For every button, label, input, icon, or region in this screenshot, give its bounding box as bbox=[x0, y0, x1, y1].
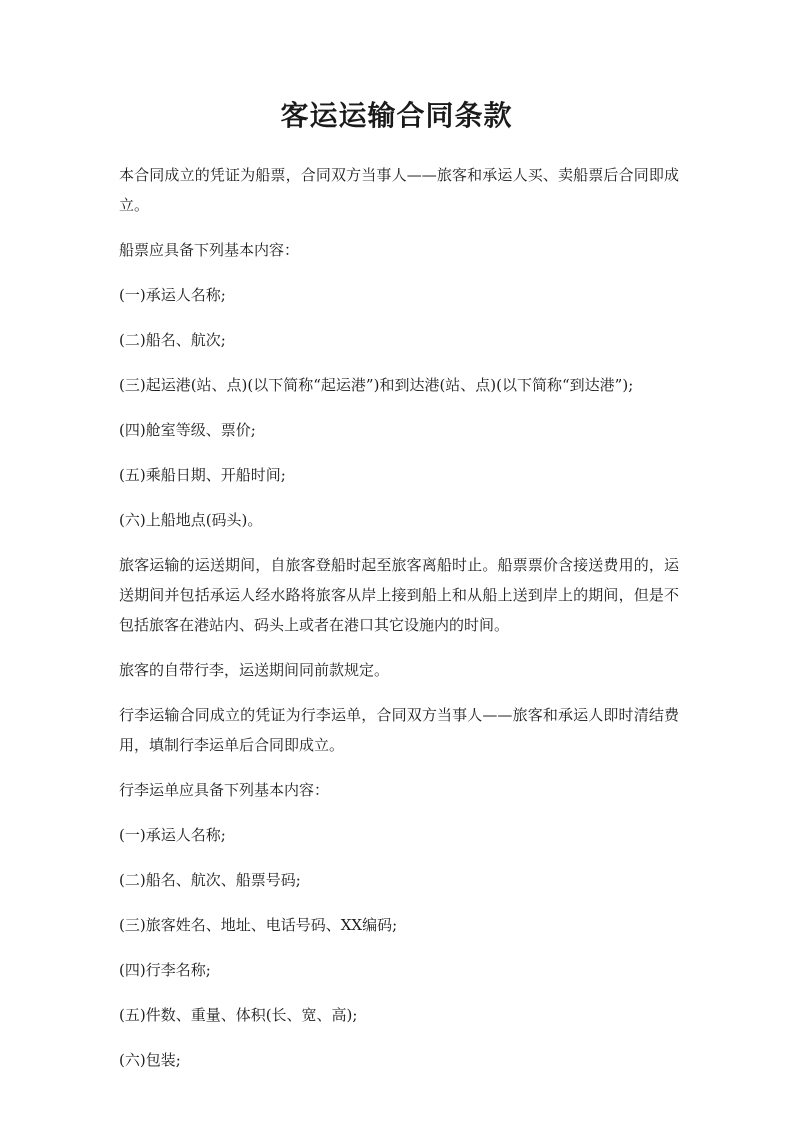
list-item: (五)件数、重量、体积(长、宽、高); bbox=[119, 1006, 358, 1024]
paragraph-contract-basis: 本合同成立的凭证为船票，合同双方当事人——旅客和承运人买、卖船票后合同即成立。 bbox=[119, 166, 679, 214]
paragraph-ticket-contents-heading: 船票应具备下列基本内容： bbox=[119, 241, 300, 259]
list-item: (三)旅客姓名、地址、电话号码、XX编码; bbox=[119, 916, 398, 934]
list-item: (一)承运人名称; bbox=[119, 286, 226, 304]
paragraph-carry-on-luggage: 旅客的自带行李，运送期间同前款规定。 bbox=[119, 661, 390, 679]
list-item: (二)船名、航次; bbox=[119, 331, 226, 349]
list-item: (四)行李名称; bbox=[119, 961, 211, 979]
list-item: (三)起运港(站、点)(以下简称“起运港”)和到达港(站、点)(以下简称“到达港”); bbox=[119, 376, 634, 394]
paragraph-waybill-contents-heading: 行李运单应具备下列基本内容： bbox=[119, 781, 330, 799]
list-item: (五)乘船日期、开船时间; bbox=[119, 466, 286, 484]
paragraph-luggage-contract-basis: 行李运输合同成立的凭证为行李运单，合同双方当事人——旅客和承运人即时清结费用，填制行李运单后合同即成立。 bbox=[119, 706, 679, 754]
document-body bbox=[119, 160, 679, 1090]
paragraph-transport-period: 旅客运输的运送期间，自旅客登船时起至旅客离船时止。船票票价含接送费用的，运送期间并包括承运人经水路将旅客从岸上接到船上和从船上送到岸上的期间，但是不包括旅客在港站内、码头上或者在港口其它设施内的时间。 bbox=[119, 556, 679, 634]
list-item: (六)上船地点(码头)。 bbox=[119, 511, 263, 529]
list-item: (一)承运人名称; bbox=[119, 826, 226, 844]
list-item: (四)舱室等级、票价; bbox=[119, 421, 256, 439]
list-item: (二)船名、航次、船票号码; bbox=[119, 871, 301, 889]
list-item: (六)包装; bbox=[119, 1051, 181, 1069]
document-title: 客运运输合同条款 bbox=[280, 99, 513, 132]
